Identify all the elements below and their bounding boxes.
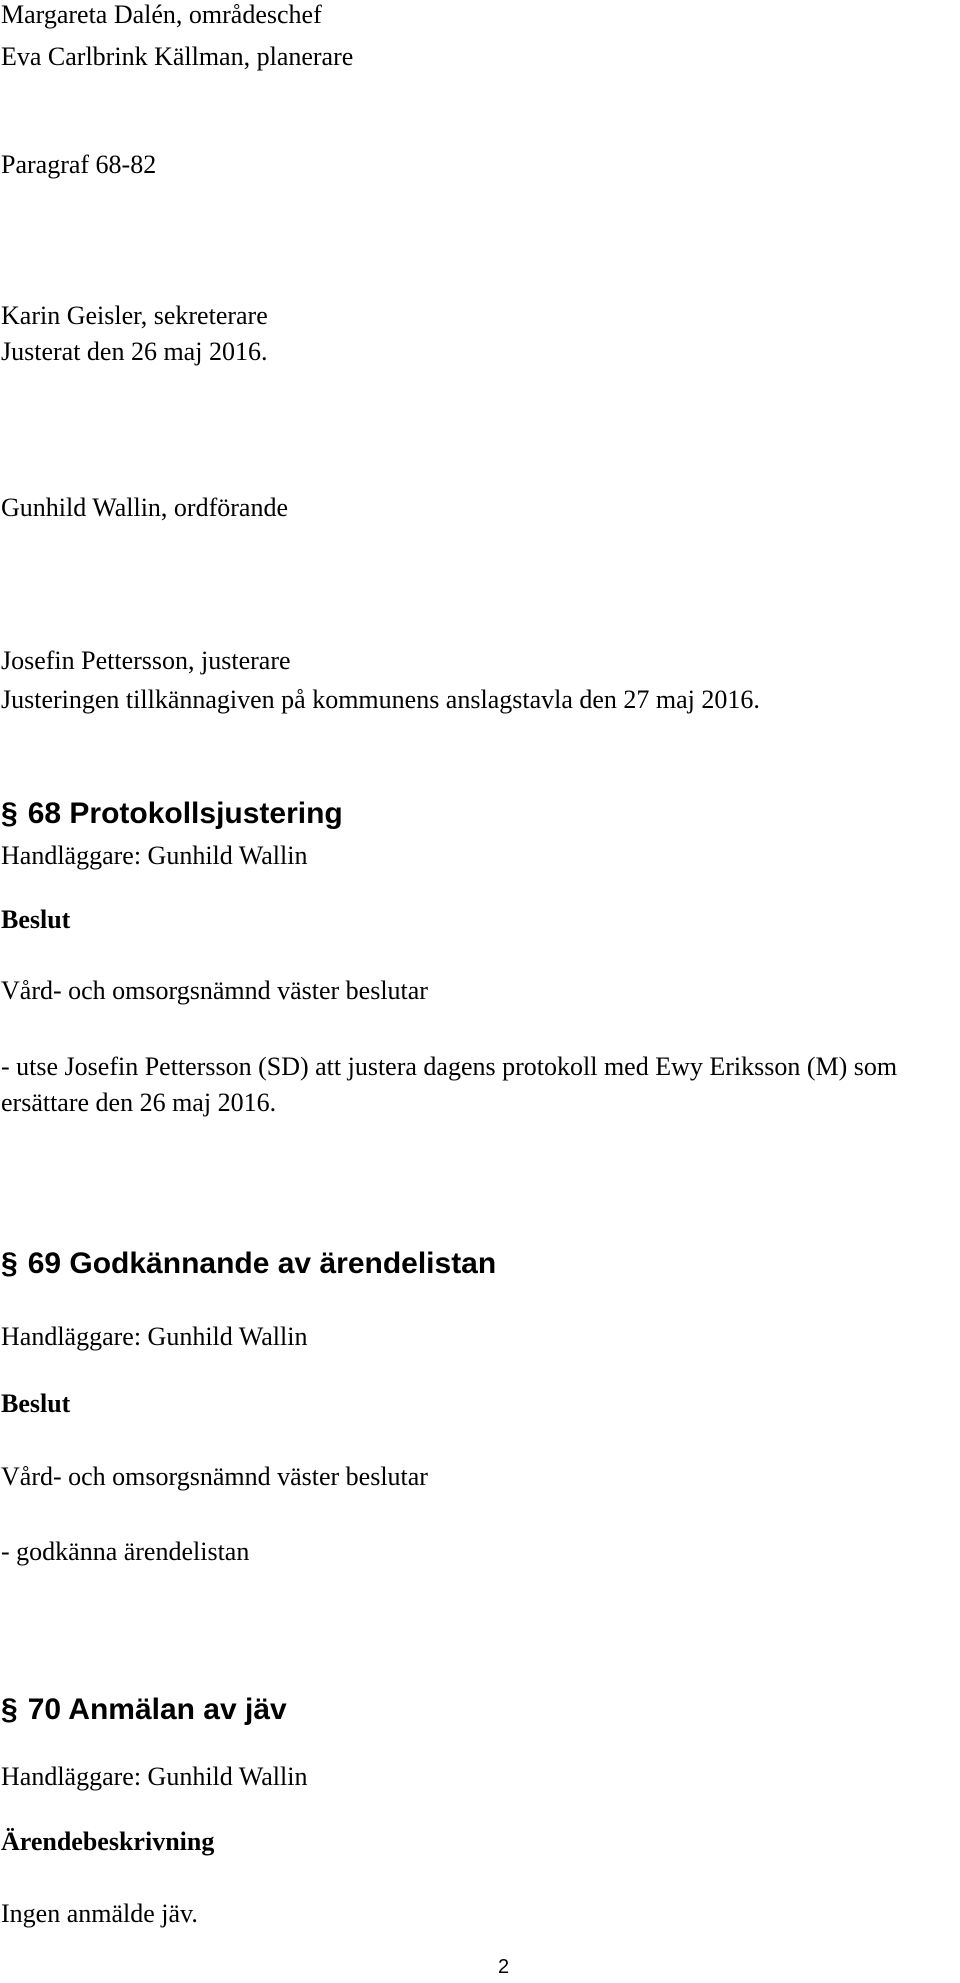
section-heading <box>1 1244 496 1284</box>
section-symbol: § <box>1 1247 18 1280</box>
section-title: 70 Anmälan av jäv <box>27 1693 287 1726</box>
handler-line: Handläggare: Gunhild Wallin <box>1 1322 308 1351</box>
decision-intro: Vård- och omsorgsnämnd väster beslutar <box>1 976 428 1005</box>
attendee-line: Margareta Dalén, områdeschef <box>1 0 322 29</box>
description-text: Ingen anmälde jäv. <box>1 1899 198 1928</box>
attendee-line: Eva Carlbrink Källman, planerare <box>1 42 354 71</box>
handler-line: Handläggare: Gunhild Wallin <box>1 841 308 870</box>
handler-line: Handläggare: Gunhild Wallin <box>1 1762 308 1791</box>
decision-subheading: Beslut <box>1 905 71 934</box>
section-heading <box>1 1690 287 1730</box>
decision-subheading: Beslut <box>1 1389 71 1418</box>
announcement-line: Justeringen tillkännagiven på kommunens anslagstavla den 27 maj 2016. <box>1 685 760 714</box>
chair-line: Gunhild Wallin, ordförande <box>1 493 288 522</box>
page-number: 2 <box>498 1956 510 1978</box>
section-title: 68 Protokollsjustering <box>27 797 343 830</box>
section-symbol: § <box>1 1693 18 1726</box>
paragraph-range: Paragraf 68-82 <box>1 150 157 179</box>
description-subheading: Ärendebeskrivning <box>1 1827 215 1856</box>
section-title: 69 Godkännande av ärendelistan <box>27 1247 497 1280</box>
adjuster-line: Josefin Pettersson, justerare <box>1 646 291 675</box>
section-symbol: § <box>1 797 18 830</box>
secretary-line: Karin Geisler, sekreterare <box>1 301 268 330</box>
adjusted-date: Justerat den 26 maj 2016. <box>1 337 268 366</box>
section-heading <box>1 794 343 834</box>
decision-intro: Vård- och omsorgsnämnd väster beslutar <box>1 1462 428 1491</box>
decision-text: - utse Josefin Pettersson (SD) att justera dagens protokoll med Ewy Eriksson (M) som ersättare den 26 maj 2016. <box>1 1052 898 1117</box>
decision-text: - godkänna ärendelistan <box>1 1537 250 1566</box>
